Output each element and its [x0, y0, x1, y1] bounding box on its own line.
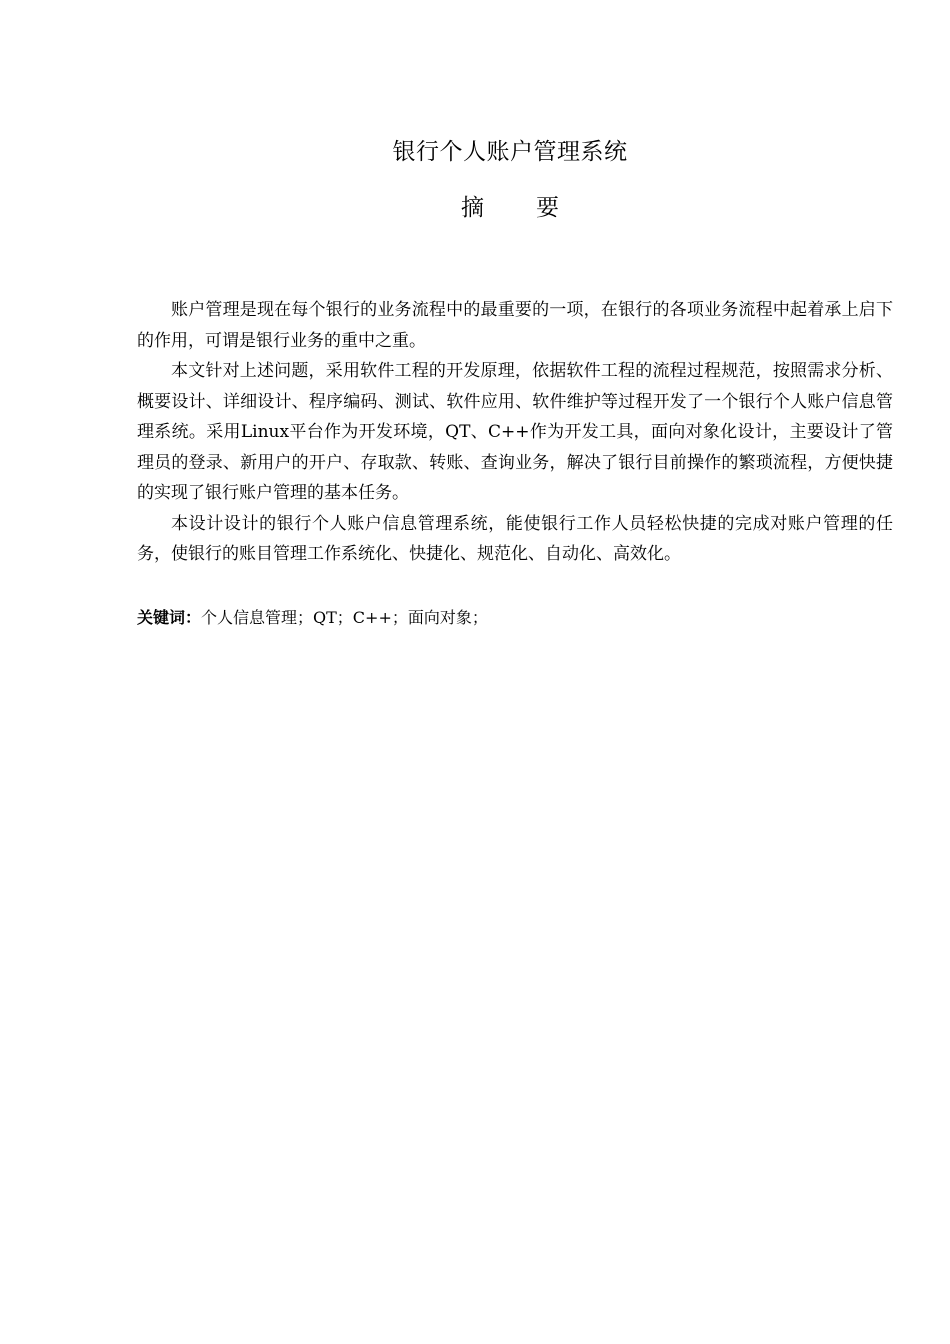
abstract-paragraph-2: 本文针对上述问题，采用软件工程的开发原理，依据软件工程的流程过程规范，按照需求分析、概要设计、详细设计、程序编码、测试、软件应用、软件维护等过程开发了一个银行个人账户信息管理系统。采用Linux平台作为开发环境，QT、C++作为开发工具，面向对象化设计，主要设计了管理员的登录、新用户的开户、存取款、转账、查询业务，解决了银行目前操作的繁琐流程，方便快捷的实现了银行账户管理的基本任务。 [137, 361, 893, 503]
document-title: 银行个人账户管理系统 [392, 139, 628, 165]
keywords-text: 个人信息管理；QT；C++；面向对象； [201, 608, 488, 627]
abstract-paragraph-3: 本设计设计的银行个人账户信息管理系统，能使银行工作人员轻松快捷的完成对账户管理的任务，使银行的账目管理工作系统化、快捷化、规范化、自动化、高效化。 [137, 513, 893, 564]
abstract-body [137, 295, 893, 570]
abstract-heading-char-1: 摘 [461, 195, 484, 221]
abstract-heading-char-2: 要 [536, 195, 559, 221]
abstract-heading [0, 190, 950, 226]
abstract-paragraph-1: 账户管理是现在每个银行的业务流程中的最重要的一项，在银行的各项业务流程中起着承上启下的作用，可谓是银行业务的重中之重。 [137, 300, 893, 351]
keywords-line [137, 603, 893, 633]
keywords-label: 关键词： [137, 608, 202, 627]
